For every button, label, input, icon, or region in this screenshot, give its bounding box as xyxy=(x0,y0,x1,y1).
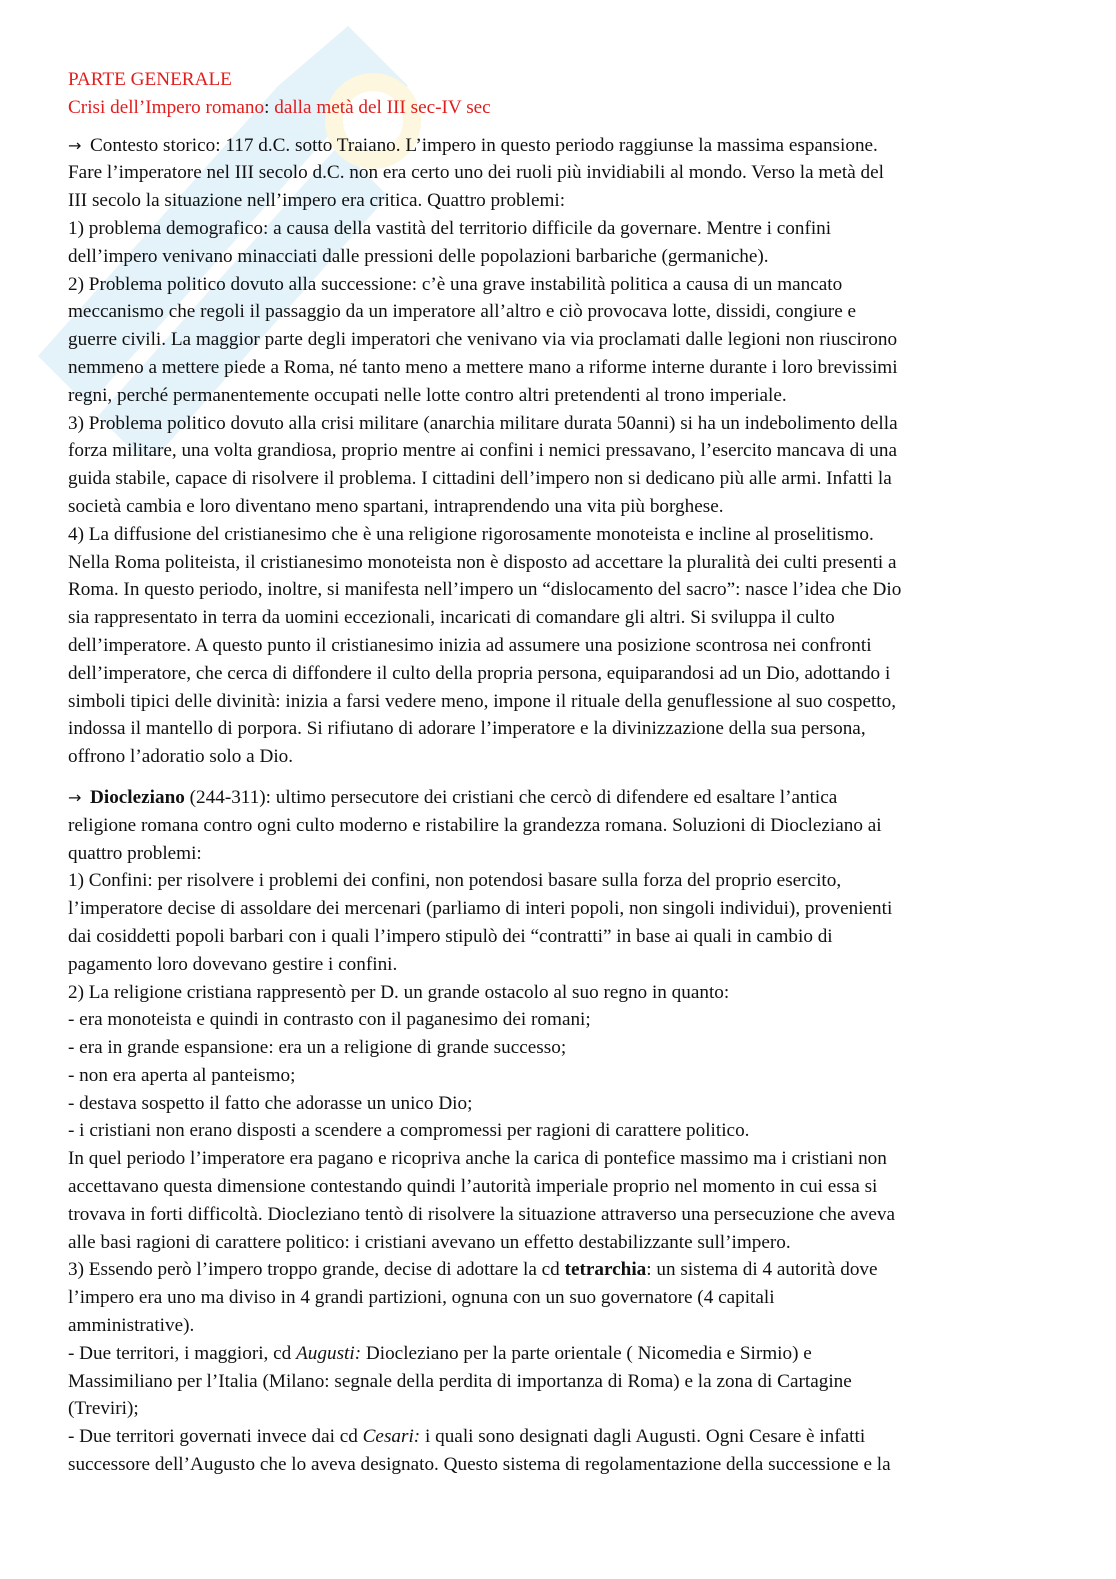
paragraph-line: l’imperatore decise di assoldare dei mercenari (parliamo di interi popoli, non singoli individui), provenienti xyxy=(68,898,893,920)
section-subtitle xyxy=(68,94,1048,122)
line-text: - Due territori governati invece dai cd xyxy=(68,1426,363,1448)
list-item: - i cristiani non erano disposti a scendere a compromessi per ragioni di carattere politico. xyxy=(68,1120,750,1142)
paragraph-line: accettavano questa dimensione contestando quindi l’autorità imperiale proprio nel momento in cui essa si xyxy=(68,1176,878,1198)
paragraph-line: società cambia e loro diventano meno spartani, intraprendendo una vita più borghese. xyxy=(68,495,724,517)
subtitle-part2: dalla metà del III sec-IV sec xyxy=(269,96,491,118)
section-heading: PARTE GENERALE xyxy=(68,69,232,90)
paragraph-line: Nella Roma politeista, il cristianesimo monoteista non è disposto ad accettare la pluralità dei culti presenti a xyxy=(68,551,897,573)
paragraph-line: dell’imperatore, che cerca di diffondere il culto della propria persona, equiparandosi ad un Dio, adottando i xyxy=(68,662,891,684)
list-item: - era in grande espansione: era un a religione di grande successo; xyxy=(68,1037,567,1059)
line-text: : un sistema di 4 autorità dove xyxy=(646,1259,878,1281)
paragraph-line: 2) Problema politico dovuto alla successione: c’è una grave instabilità politica a causa di un mancato xyxy=(68,273,843,295)
paragraph-line xyxy=(68,132,1048,160)
document-body xyxy=(68,66,1048,1479)
list-item: - non era aperta al panteismo; xyxy=(68,1064,296,1086)
section-diocleziano xyxy=(68,784,1048,1479)
term-cesari: Cesari: xyxy=(362,1426,421,1448)
line-text: - Due territori, i maggiori, cd xyxy=(68,1342,297,1364)
right-arrow-icon: → xyxy=(68,135,82,155)
line-text: Contesto storico: 117 d.C. sotto Traiano. L’impero in questo periodo raggiunse la massima espansione. xyxy=(90,134,878,156)
paragraph-line: regni, perché permanentemente occupati nelle lotte contro altri pretendenti al trono imperiale. xyxy=(68,384,787,406)
line-text: (244-311): ultimo persecutore dei cristiani che cercò di difendere ed esaltare l’antica xyxy=(184,786,838,808)
paragraph-line: (Treviri); xyxy=(68,1398,139,1420)
list-item xyxy=(68,1423,1048,1451)
term-augusti: Augusti: xyxy=(296,1342,362,1364)
list-item: - era monoteista e quindi in contrasto con il paganesimo dei romani; xyxy=(68,1009,591,1031)
paragraph-line: 1) Confini: per risolvere i problemi dei confini, non potendosi basare sulla forza del proprio esercito, xyxy=(68,870,842,892)
list-item: - destava sospetto il fatto che adorasse un unico Dio; xyxy=(68,1092,473,1114)
paragraph-line: indossa il mantello di porpora. Si rifiutano di adorare l’imperatore e la divinizzazione della sua persona, xyxy=(68,718,866,740)
paragraph-line: successore dell’Augusto che lo aveva designato. Questo sistema di regolamentazione della successione e la xyxy=(68,1454,891,1476)
line-text: i quali sono designati dagli Augusti. Ogni Cesare è infatti xyxy=(420,1426,866,1448)
paragraph-line xyxy=(68,1256,1048,1284)
line-text: Diocleziano per la parte orientale ( Nicomedia e Sirmio) e xyxy=(361,1342,812,1364)
paragraph-line: Roma. In questo periodo, inoltre, si manifesta nell’impero un “dislocamento del sacro”: nasce l’idea che Dio xyxy=(68,579,902,601)
paragraph-line: dell’impero venivano minacciati dalle pressioni delle popolazioni barbariche (germaniche). xyxy=(68,245,769,267)
paragraph-line: pagamento loro dovevano gestire i confini. xyxy=(68,953,398,975)
paragraph-line: dell’imperatore. A questo punto il cristianesimo inizia ad assumere una posizione scontrosa nei confronti xyxy=(68,634,872,656)
paragraph-line: quattro problemi: xyxy=(68,842,202,864)
paragraph-line: In quel periodo l’imperatore era pagano e ricopriva anche la carica di pontefice massimo ma i cristiani non xyxy=(68,1148,887,1170)
paragraph-line: meccanismo che regoli il passaggio da un imperatore all’altro e ciò provocava lotte, dissidi, congiure e xyxy=(68,301,857,323)
subtitle-part1: Crisi dell’Impero romano xyxy=(68,96,265,118)
term-tetrarchia: tetrarchia xyxy=(564,1259,647,1281)
paragraph-line: 2) La religione cristiana rappresentò per D. un grande ostacolo al suo regno in quanto: xyxy=(68,981,730,1003)
paragraph-line: offrono l’adoratio solo a Dio. xyxy=(68,746,294,768)
subtitle-colon: : xyxy=(264,96,270,118)
paragraph-gap xyxy=(68,771,1048,784)
paragraph-line: trovava in forti difficoltà. Diocleziano tentò di risolvere la situazione attraverso una persecuzione che aveva xyxy=(68,1203,896,1225)
paragraph-line: forza militare, una volta grandiosa, proprio mentre ai confini i nemici pressavano, l’esercito mancava di una xyxy=(68,440,898,462)
paragraph-line: III secolo la situazione nell’impero era critica. Quattro problemi: xyxy=(68,190,566,212)
paragraph-line: 1) problema demografico: a causa della vastità del territorio difficile da governare. Mentre i confini xyxy=(68,217,832,239)
paragraph-line: 3) Problema politico dovuto alla crisi militare (anarchia militare durata 50anni) si ha un indebolimento della xyxy=(68,412,898,434)
paragraph-line: amministrative). xyxy=(68,1315,195,1337)
paragraph-line: nemmeno a mettere piede a Roma, né tanto meno a mettere mano a riforme interne durante i loro brevissimi xyxy=(68,356,898,378)
paragraph-line: religione romana contro ogni culto moderno e ristabilire la grandezza romana. Soluzioni di Diocleziano ai xyxy=(68,814,882,836)
line-text: 3) Essendo però l’impero troppo grande, decise di adottare la cd xyxy=(68,1259,565,1281)
paragraph-line: guerre civili. La maggior parte degli imperatori che venivano via via proclamati dalle legioni non riuscirono xyxy=(68,329,898,351)
paragraph-line: simboli tipici delle divinità: inizia a farsi vedere meno, impone il rituale della genuflessione al suo cospetto, xyxy=(68,690,897,712)
term-diocleziano: Diocleziano xyxy=(90,786,185,808)
paragraph-line: 4) La diffusione del cristianesimo che è una religione rigorosamente monoteista e incline al proselitismo. xyxy=(68,523,874,545)
paragraph-line: Massimiliano per l’Italia (Milano: segnale della perdita di importanza di Roma) e la zona di Cartagine xyxy=(68,1370,852,1392)
paragraph-line: guida stabile, capace di risolvere il problema. I cittadini dell’impero non si dedicano più alle armi. Infatti la xyxy=(68,468,892,490)
paragraph-line: Fare l’imperatore nel III secolo d.C. non era certo uno dei ruoli più invidiabili al mondo. Verso la metà del xyxy=(68,162,884,184)
paragraph-line: alle basi ragioni di carattere politico: i cristiani avevano un effetto destabilizzante sull’impero. xyxy=(68,1231,791,1253)
section-contesto-storico xyxy=(68,132,1048,771)
list-item xyxy=(68,1340,1048,1368)
paragraph-line xyxy=(68,784,1048,812)
right-arrow-icon: → xyxy=(68,787,82,807)
paragraph-line: sia rappresentato in terra da uomini eccezionali, incaricati di comandare gli altri. Si sviluppa il culto xyxy=(68,607,835,629)
paragraph-line: dai cosiddetti popoli barbari con i quali l’impero stipulò dei “contratti” in base ai quali in cambio di xyxy=(68,925,833,947)
paragraph-line: l’impero era uno ma diviso in 4 grandi partizioni, ognuna con un suo governatore (4 capitali xyxy=(68,1287,775,1309)
